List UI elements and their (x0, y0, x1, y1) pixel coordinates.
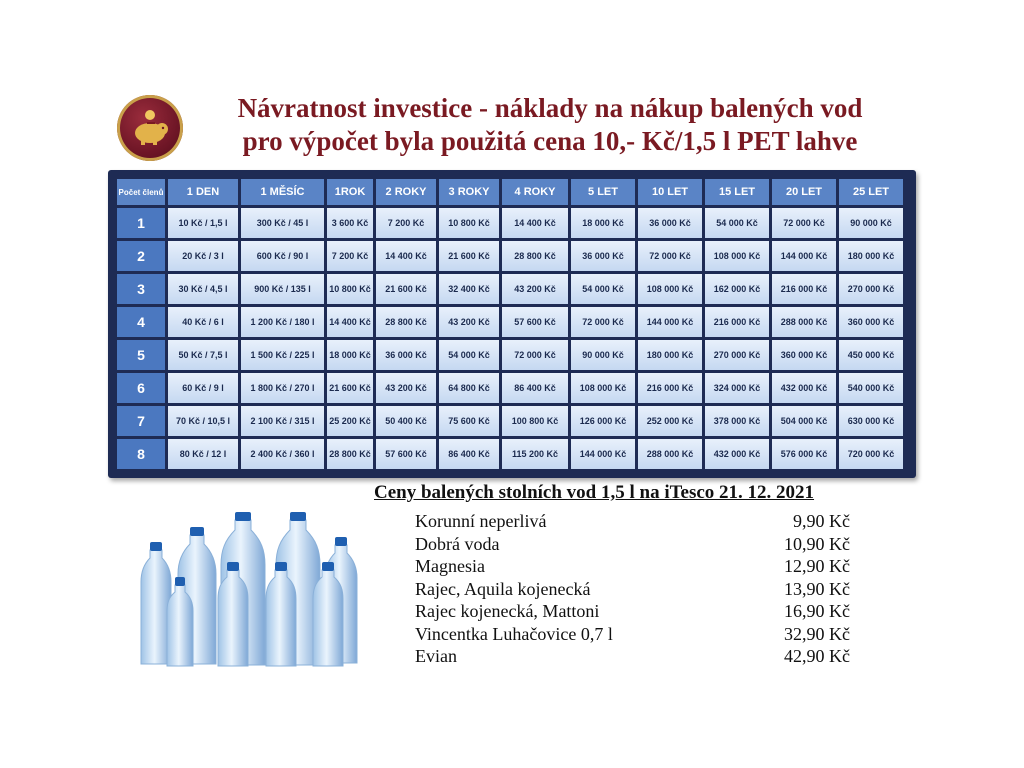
table-cell: 100 800 Kč (502, 406, 568, 436)
column-header: 2 ROKY (376, 179, 436, 205)
list-item (415, 623, 850, 646)
table-cell: 32 400 Kč (439, 274, 499, 304)
table-cell: 450 000 Kč (839, 340, 903, 370)
table-cell: 720 000 Kč (839, 439, 903, 469)
product-price: 32,90 Kč (784, 623, 850, 644)
table-cell: 432 000 Kč (772, 373, 836, 403)
table-cell: 54 000 Kč (571, 274, 635, 304)
table-cell: 324 000 Kč (705, 373, 769, 403)
table-cell: 90 000 Kč (571, 340, 635, 370)
product-name: Rajec kojenecká, Mattoni (415, 601, 600, 621)
table-cell: 43 200 Kč (502, 274, 568, 304)
table-cell: 36 000 Kč (376, 340, 436, 370)
members-count: 4 (117, 307, 165, 337)
table-cell: 75 600 Kč (439, 406, 499, 436)
product-name: Rajec, Aquila kojenecká (415, 578, 591, 599)
members-count: 7 (117, 406, 165, 436)
table-cell: 86 400 Kč (502, 373, 568, 403)
table-cell: 14 400 Kč (502, 208, 568, 238)
table-cell: 378 000 Kč (705, 406, 769, 436)
table-cell: 2 100 Kč / 315 l (241, 406, 324, 436)
price-list (415, 510, 850, 668)
table-cell: 300 Kč / 45 l (241, 208, 324, 238)
table-cell: 40 Kč / 6 l (168, 307, 238, 337)
page-title (190, 92, 910, 158)
piggy-bank-icon (117, 95, 183, 161)
table-cell: 50 Kč / 7,5 l (168, 340, 238, 370)
table-row (117, 208, 903, 238)
table-cell: 28 800 Kč (502, 241, 568, 271)
table-row (117, 241, 903, 271)
column-header: 3 ROKY (439, 179, 499, 205)
table-cell: 126 000 Kč (571, 406, 635, 436)
title-line-2: pro výpočet byla použitá cena 10,- Kč/1,5 l PET lahve (242, 126, 858, 156)
table-cell: 36 000 Kč (571, 241, 635, 271)
table-cell: 216 000 Kč (705, 307, 769, 337)
table-cell: 64 800 Kč (439, 373, 499, 403)
table-cell: 86 400 Kč (439, 439, 499, 469)
list-item (415, 555, 850, 578)
table-row (117, 307, 903, 337)
column-header: 15 LET (705, 179, 769, 205)
table-cell: 108 000 Kč (571, 373, 635, 403)
table-cell: 70 Kč / 10,5 l (168, 406, 238, 436)
table-cell: 7 200 Kč (327, 241, 373, 271)
list-item (415, 533, 850, 556)
table-cell: 216 000 Kč (772, 274, 836, 304)
column-header: 4 ROKY (502, 179, 568, 205)
table-cell: 18 000 Kč (327, 340, 373, 370)
table-cell: 54 000 Kč (705, 208, 769, 238)
column-header: 1ROK (327, 179, 373, 205)
column-header: 1 MĚSÍC (241, 179, 324, 205)
table-cell: 21 600 Kč (439, 241, 499, 271)
table-cell: 162 000 Kč (705, 274, 769, 304)
table-cell: 600 Kč / 90 l (241, 241, 324, 271)
product-price: 13,90 Kč (784, 578, 850, 599)
table-cell: 288 000 Kč (772, 307, 836, 337)
table-cell: 25 200 Kč (327, 406, 373, 436)
table-cell: 360 000 Kč (839, 307, 903, 337)
members-count: 3 (117, 274, 165, 304)
table-cell: 20 Kč / 3 l (168, 241, 238, 271)
table-cell: 180 000 Kč (839, 241, 903, 271)
members-count: 6 (117, 373, 165, 403)
table-cell: 50 400 Kč (376, 406, 436, 436)
table-cell: 288 000 Kč (638, 439, 702, 469)
product-price: 42,90 Kč (784, 646, 850, 666)
column-header: 10 LET (638, 179, 702, 205)
members-count: 1 (117, 208, 165, 238)
table-cell: 43 200 Kč (439, 307, 499, 337)
column-header: 25 LET (839, 179, 903, 205)
table-header-row (117, 179, 903, 205)
table-row (117, 373, 903, 403)
table-cell: 28 800 Kč (376, 307, 436, 337)
table-cell: 57 600 Kč (376, 439, 436, 469)
table-row (117, 439, 903, 469)
table-cell: 10 Kč / 1,5 l (168, 208, 238, 238)
column-header: 20 LET (772, 179, 836, 205)
table-cell: 216 000 Kč (638, 373, 702, 403)
table-cell: 57 600 Kč (502, 307, 568, 337)
table-cell: 115 200 Kč (502, 439, 568, 469)
table-cell: 1 800 Kč / 270 l (241, 373, 324, 403)
table-cell: 108 000 Kč (705, 241, 769, 271)
corner-label: Počet členů (117, 179, 165, 205)
product-price: 12,90 Kč (784, 556, 850, 576)
list-item (415, 600, 850, 623)
cost-table (108, 170, 916, 478)
column-header: 1 DEN (168, 179, 238, 205)
table-cell: 270 000 Kč (839, 274, 903, 304)
table-cell: 80 Kč / 12 l (168, 439, 238, 469)
list-item (415, 578, 850, 601)
table-cell: 90 000 Kč (839, 208, 903, 238)
product-name: Korunní neperlivá (415, 511, 547, 531)
table-cell: 7 200 Kč (376, 208, 436, 238)
table-cell: 72 000 Kč (571, 307, 635, 337)
table-cell: 21 600 Kč (376, 274, 436, 304)
product-name: Evian (415, 646, 457, 666)
product-name: Magnesia (415, 556, 485, 576)
product-price: 10,90 Kč (784, 533, 850, 554)
table-cell: 18 000 Kč (571, 208, 635, 238)
table-cell: 2 400 Kč / 360 l (241, 439, 324, 469)
table-cell: 432 000 Kč (705, 439, 769, 469)
table-cell: 10 800 Kč (327, 274, 373, 304)
table-cell: 144 000 Kč (772, 241, 836, 271)
members-count: 2 (117, 241, 165, 271)
members-count: 5 (117, 340, 165, 370)
table-cell: 21 600 Kč (327, 373, 373, 403)
table-cell: 900 Kč / 135 l (241, 274, 324, 304)
table-cell: 60 Kč / 9 l (168, 373, 238, 403)
water-bottles-icon (130, 490, 380, 675)
table-cell: 540 000 Kč (839, 373, 903, 403)
table-cell: 360 000 Kč (772, 340, 836, 370)
cost-grid (114, 176, 906, 472)
prices-heading: Ceny balených stolních vod 1,5 l na iTesco 21. 12. 2021 (374, 482, 815, 503)
table-cell: 28 800 Kč (327, 439, 373, 469)
table-cell: 576 000 Kč (772, 439, 836, 469)
table-cell: 180 000 Kč (638, 340, 702, 370)
product-name: Vincentka Luhačovice 0,7 l (415, 623, 613, 644)
table-cell: 72 000 Kč (638, 241, 702, 271)
table-cell: 3 600 Kč (327, 208, 373, 238)
list-item (415, 645, 850, 668)
table-cell: 14 400 Kč (327, 307, 373, 337)
table-cell: 108 000 Kč (638, 274, 702, 304)
table-cell: 1 200 Kč / 180 l (241, 307, 324, 337)
product-price: 16,90 Kč (784, 601, 850, 621)
table-cell: 54 000 Kč (439, 340, 499, 370)
table-cell: 1 500 Kč / 225 l (241, 340, 324, 370)
table-cell: 36 000 Kč (638, 208, 702, 238)
table-cell: 504 000 Kč (772, 406, 836, 436)
product-price: 9,90 Kč (793, 511, 850, 531)
column-header: 5 LET (571, 179, 635, 205)
table-cell: 144 000 Kč (571, 439, 635, 469)
table-row (117, 340, 903, 370)
table-cell: 144 000 Kč (638, 307, 702, 337)
product-name: Dobrá voda (415, 533, 500, 554)
list-item (415, 510, 850, 533)
table-cell: 30 Kč / 4,5 l (168, 274, 238, 304)
table-row (117, 406, 903, 436)
title-line-1: Návratnost investice - náklady na nákup balených vod (237, 93, 863, 123)
table-cell: 10 800 Kč (439, 208, 499, 238)
table-row (117, 274, 903, 304)
table-cell: 72 000 Kč (502, 340, 568, 370)
table-cell: 14 400 Kč (376, 241, 436, 271)
members-count: 8 (117, 439, 165, 469)
table-cell: 252 000 Kč (638, 406, 702, 436)
table-cell: 630 000 Kč (839, 406, 903, 436)
table-cell: 72 000 Kč (772, 208, 836, 238)
table-cell: 43 200 Kč (376, 373, 436, 403)
table-cell: 270 000 Kč (705, 340, 769, 370)
